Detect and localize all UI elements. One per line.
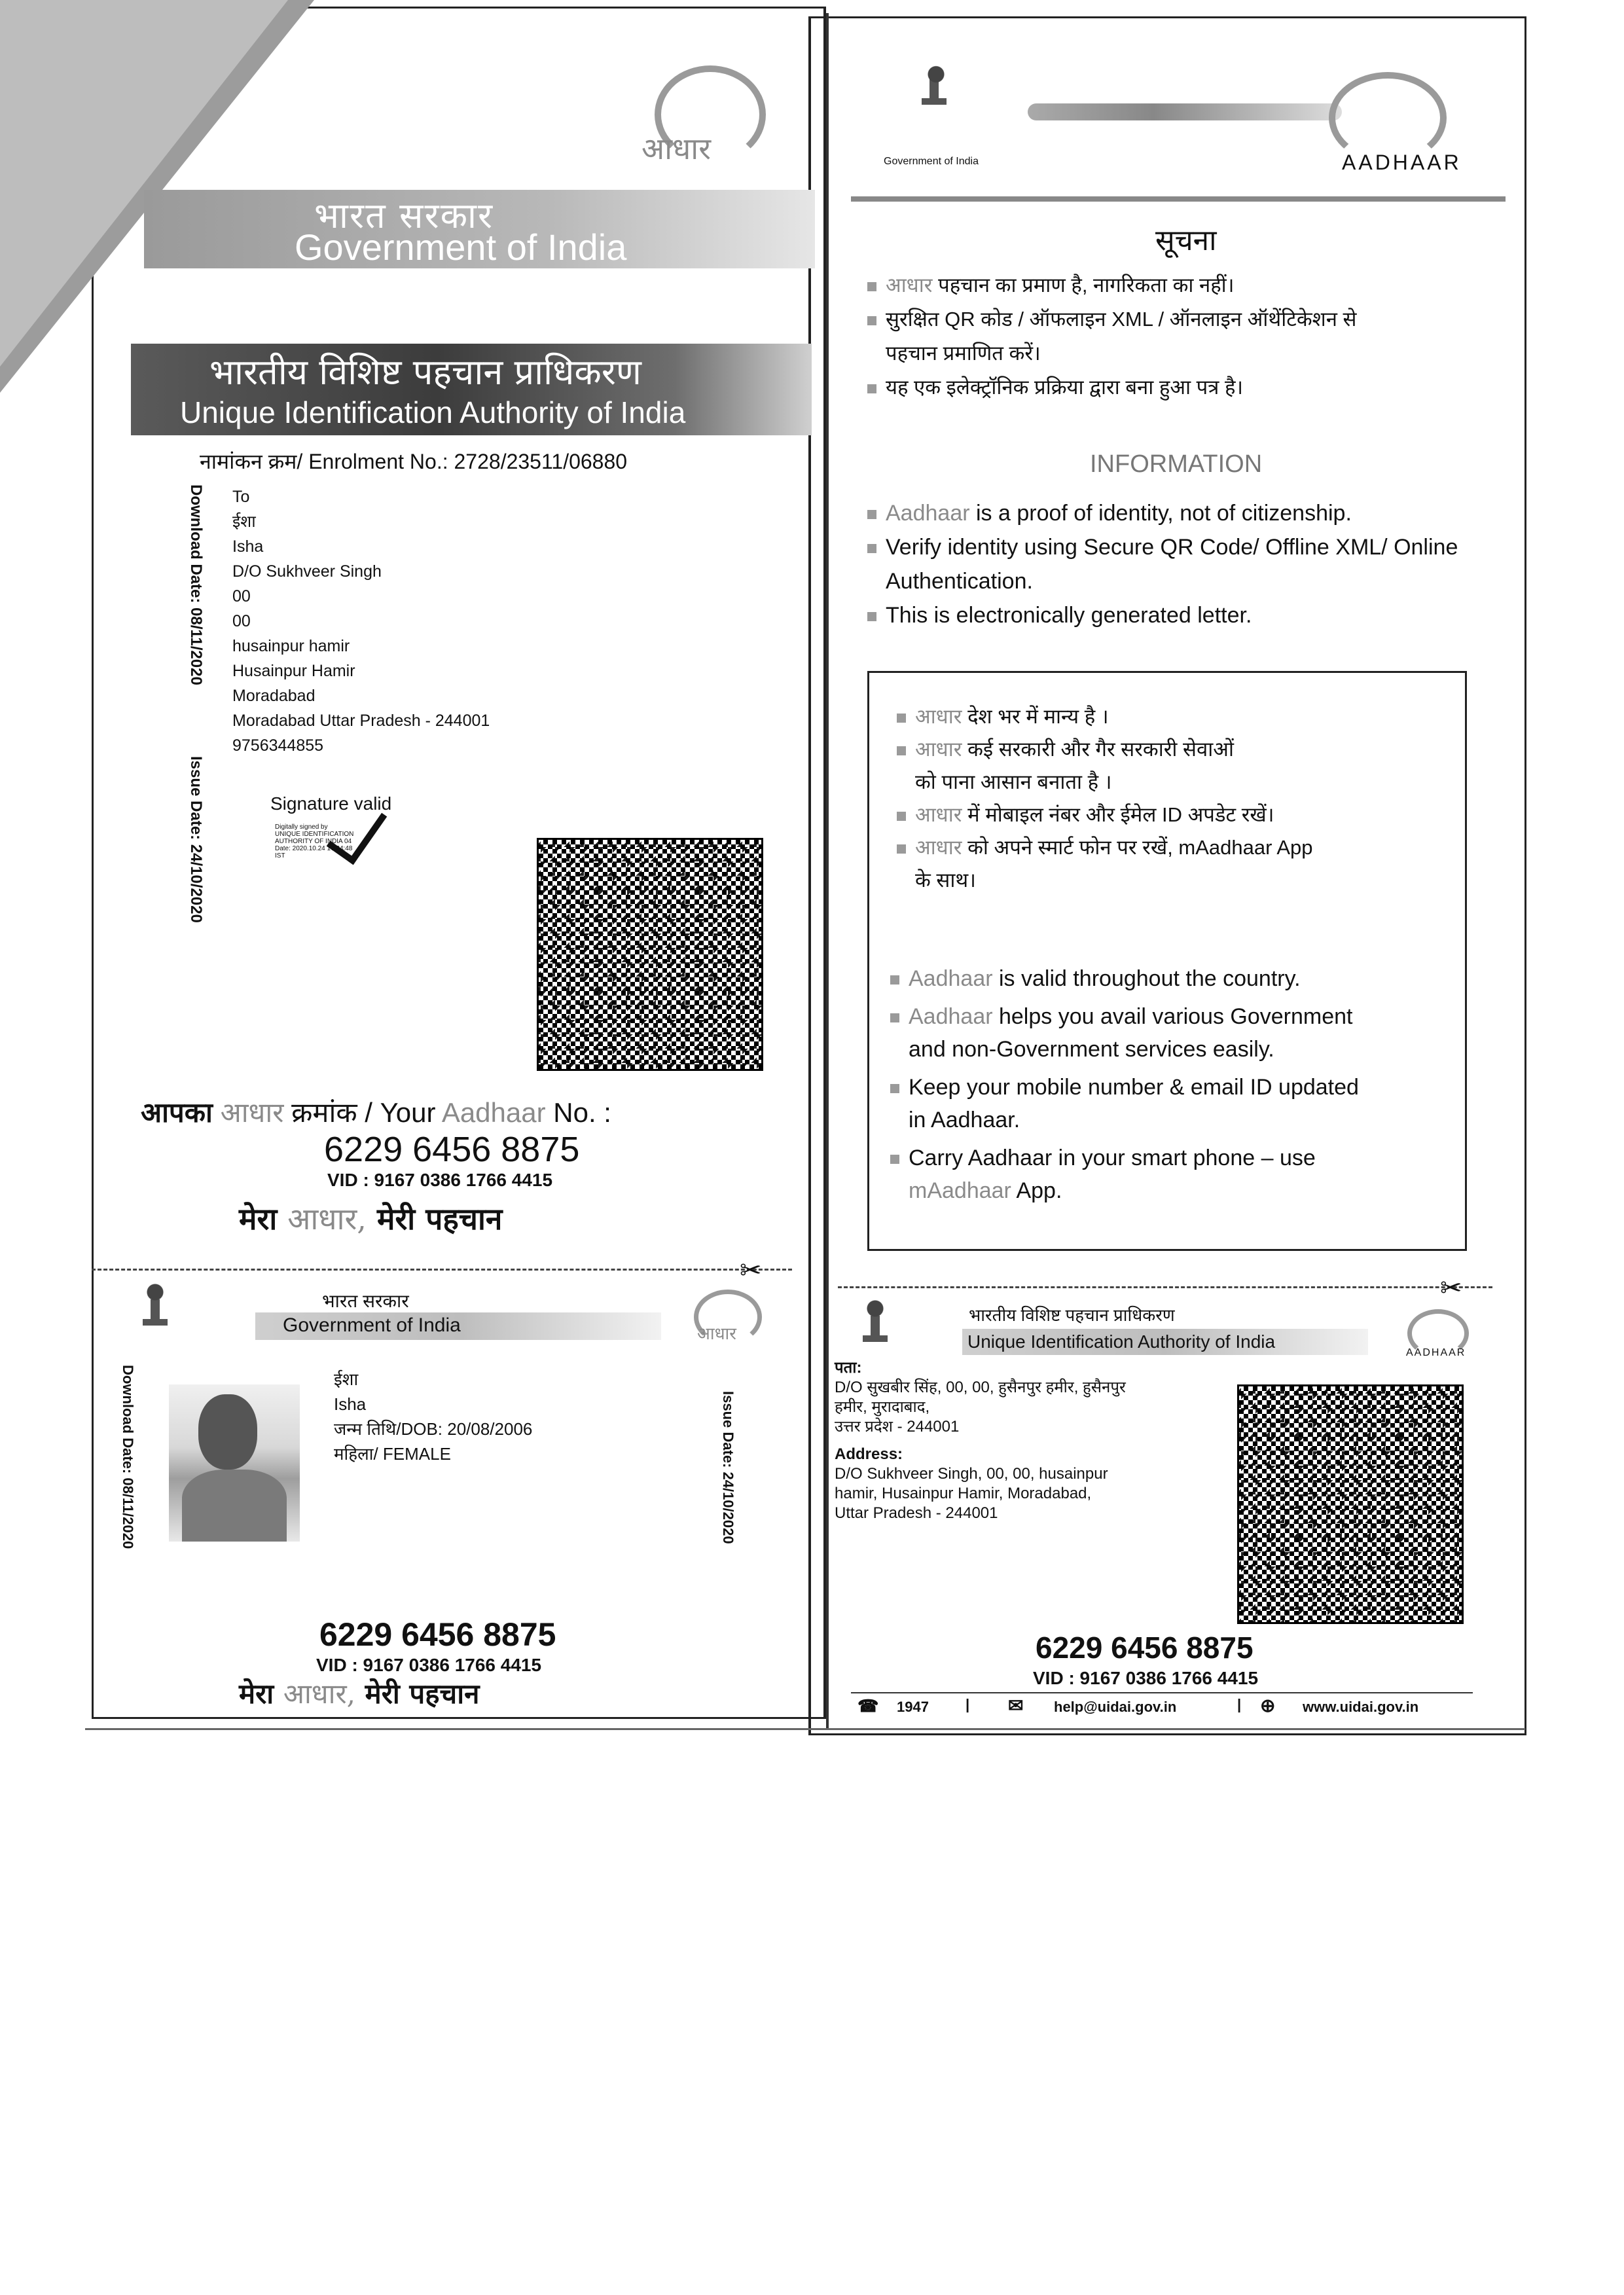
address-line: 00 [232,587,251,605]
bullet-icon [867,612,876,621]
globe-icon: ⊕ [1260,1695,1276,1716]
back-aadhaar-logo-icon [1329,72,1447,164]
info-text: This is electronically generated letter. [886,603,1252,628]
box-gray: आधार [915,738,962,761]
card-aadhaar-logo-text: आधार [697,1324,736,1343]
notice-text: पहचान का प्रमाण है, नागरिकता का नहीं। [932,274,1235,297]
box-text: App. [1011,1178,1062,1203]
card-slogan-pre: मेरा [239,1678,274,1710]
sign-line: UNIQUE IDENTIFICATION [275,831,354,838]
address-line: 00 [232,612,251,630]
address-line-english: Uttar Pradesh - 244001 [835,1504,998,1522]
box-text: is valid throughout the country. [992,966,1301,991]
address-label-english: Address: [835,1445,903,1463]
info-title: INFORMATION [1090,450,1263,478]
info-gray: Aadhaar [886,501,970,526]
box-text: में मोबाइल नंबर और ईमेल ID अपडेट रखें। [962,803,1274,826]
enrolment-number: नामांकन क्रम/ Enrolment No.: 2728/23511/06880 [200,450,628,473]
bullet-icon [890,975,899,985]
card-gov-english: Government of India [283,1314,461,1336]
bullet-icon [897,844,906,854]
bullet-icon [867,316,876,325]
holder-name: Isha [334,1394,367,1414]
sign-line: Date: 2020.10.24 17:24:48 [275,845,353,852]
issue-date: Issue Date: 24/10/2020 [187,756,205,923]
box-gray: आधार [915,803,962,826]
card-vid-number: VID : 9167 0386 1766 4415 [316,1655,542,1675]
address-line-hindi: D/O सुखबीर सिंह, 00, 00, हुसैनपुर हमीर, हुसैनपुर [835,1379,1126,1396]
your-aadhaar-pre: आपका [141,1097,213,1128]
card-back-footer [851,1692,1473,1716]
vid-number: VID : 9167 0386 1766 4415 [327,1170,553,1190]
web-link[interactable]: www.uidai.gov.in [1303,1699,1419,1715]
your-aadhaar-hindi: आधार [220,1097,284,1128]
box-en-item [890,1033,1359,1066]
back-gov-caption: Government of India [884,156,979,167]
uidai-english: Unique Identification Authority of India [180,395,686,429]
photo-shoulders [182,1470,287,1542]
info-item [867,564,1458,598]
bullet-icon [897,746,906,755]
digital-signature-details [275,823,353,859]
box-gray: mAadhaar [909,1178,1011,1203]
card-uidai-hindi: भारतीय विशिष्ट पहचान प्राधिकरण [969,1305,1175,1325]
info-item [867,496,1458,530]
bullet-icon [867,544,876,553]
bullet-icon [890,1013,899,1022]
box-en-item [890,1174,1359,1207]
bullet-icon [890,1084,899,1093]
box-text: कई सरकारी और गैर सरकारी सेवाओं [962,738,1234,761]
info-item [867,530,1458,564]
notice-item [867,336,1357,370]
cut-line-right [838,1286,1492,1288]
signature-valid: Signature valid [270,793,392,814]
card-back-vid: VID : 9167 0386 1766 4415 [1033,1668,1259,1688]
center-divider [826,13,829,1728]
phone-number: 1947 [897,1699,929,1715]
info-box-hindi [897,700,1313,897]
sign-line: Digitally signed by [275,823,328,831]
holder-gender: महिला/ FEMALE [334,1444,451,1464]
info-text: Authentication. [886,569,1033,594]
slogan-post: मेरी पहचान [376,1201,503,1237]
card-slogan [239,1674,479,1712]
gov-english: Government of India [295,226,627,268]
notice-text: पहचान प्रमाणित करें। [886,342,1041,365]
notice-item [867,302,1357,336]
gov-hindi: भारत सरकार [314,195,494,236]
your-aadhaar-label [141,1093,611,1130]
back-emblem-icon [916,56,956,118]
notice-text: यह एक इलेक्ट्रॉनिक प्रक्रिया द्वारा बना हुआ पत्र है। [886,376,1244,399]
card-uidai-english: Unique Identification Authority of India [967,1331,1276,1352]
box-text: को अपने स्मार्ट फोन पर रखें, mAadhaar App [962,836,1313,859]
phone-icon: ☎ [857,1696,879,1716]
address-line: D/O Sukhveer Singh [232,562,382,581]
aadhaar-number: 6229 6456 8875 [324,1130,580,1169]
front-qr-code [537,838,763,1071]
notice-item [867,370,1357,405]
scissors-icon: ✂ [740,1256,762,1285]
your-aadhaar-post: क्रमांक / Your [291,1097,436,1128]
card-aadhaar-number: 6229 6456 8875 [319,1616,556,1653]
card-back-aadhaar-number: 6229 6456 8875 [1036,1631,1254,1665]
bullet-icon [867,384,876,393]
box-gray: Aadhaar [909,966,993,991]
holder-photo [169,1384,300,1542]
aadhaar-logo-text: आधार [641,131,712,166]
box-text: देश भर में मान्य है । [962,705,1109,728]
slogan-pre: मेरा [239,1201,278,1237]
address-line: husainpur hamir [232,637,350,655]
uidai-band [131,344,812,435]
back-header-smudge [1028,103,1342,120]
back-header-rule [851,196,1506,202]
box-text: and non-Government services easily. [909,1037,1274,1062]
box-hi-item [897,766,1313,799]
info-list [867,496,1458,632]
card-back-address [835,1358,1126,1523]
notice-item [867,268,1357,302]
box-en-item [890,962,1359,995]
address-line-english: hamir, Husainpur Hamir, Moradabad, [835,1485,1092,1502]
box-text: को पाना आसान बनाता है । [915,770,1112,793]
address-line: ईशा [232,513,256,531]
your-aadhaar-en: Aadhaar [441,1097,546,1128]
address-line: Isha [232,537,264,556]
box-hi-item [897,864,1313,897]
address-line: Husainpur Hamir [232,662,355,680]
box-gray: Aadhaar [909,1004,993,1029]
address-line: Moradabad [232,687,316,705]
box-hi-item [897,733,1313,766]
bullet-icon [897,812,906,821]
box-text: Keep your mobile number & email ID updated [909,1075,1359,1100]
cut-line-left [92,1269,792,1271]
address-line-hindi: उत्तर प्रदेश - 244001 [835,1418,960,1436]
box-hi-item [897,799,1313,831]
box-text: के साथ। [915,869,976,892]
card-gov-hindi: भारत सरकार [322,1291,409,1311]
address-line: To [232,488,250,506]
email-link[interactable]: help@uidai.gov.in [1054,1699,1177,1715]
card-issue-date: Issue Date: 24/10/2020 [720,1391,736,1544]
bullet-icon [897,714,906,723]
photo-face [198,1394,257,1470]
box-text: in Aadhaar. [909,1108,1020,1132]
download-date: Download Date: 08/11/2020 [187,484,205,685]
info-text: Verify identity using Secure QR Code/ Offline XML/ Online [886,535,1458,560]
box-gray: आधार [915,836,962,859]
email-icon: ✉ [1008,1695,1024,1716]
address-line-hindi: हमीर, मुरादाबाद, [835,1398,930,1416]
holder-details [334,1367,532,1466]
sign-line: AUTHORITY OF INDIA 04 [275,838,352,845]
notice-title: सूचना [1155,225,1217,257]
box-en-item [890,1104,1359,1136]
slogan [239,1198,502,1238]
box-en-item [890,1071,1359,1104]
box-en-item [890,1142,1359,1174]
notice-list [867,268,1357,405]
address-line: Moradabad Uttar Pradesh - 244001 [232,712,490,730]
sign-line: IST [275,852,285,859]
emblem-icon [137,1276,173,1329]
box-hi-item [897,700,1313,733]
notice-text: सुरक्षित QR कोड / ऑफलाइन XML / ऑनलाइन ऑथेंटिकेशन से [886,308,1357,331]
box-gray: आधार [915,705,962,728]
address-line-english: D/O Sukhveer Singh, 00, 00, husainpur [835,1465,1108,1483]
footer-sep: | [965,1696,970,1712]
bullet-icon [867,282,876,291]
card-back-logo-text: AADHAAR [1406,1347,1466,1358]
box-hi-item [897,831,1313,864]
card-slogan-post: मेरी पहचान [365,1678,480,1710]
sheet-bottom-edge [85,1728,1525,1730]
info-box-english [890,962,1359,1207]
card-back-qr-code [1237,1384,1464,1624]
bullet-icon [867,510,876,519]
bullet-icon [890,1155,899,1164]
card-back-emblem-icon [857,1293,893,1345]
notice-gray: आधार [886,274,933,297]
holder-dob: जन्म तिथि/DOB: 20/08/2006 [334,1419,533,1439]
uidai-hindi: भारतीय विशिष्ट पहचान प्राधिकरण [209,352,641,393]
address-line: 9756344855 [232,736,324,755]
recipient-address [232,484,490,758]
government-band [144,190,815,268]
scissors-icon-right: ✂ [1440,1274,1462,1303]
info-text: is a proof of identity, not of citizenship. [969,501,1352,526]
slogan-hindi: आधार, [287,1201,367,1237]
info-item [867,598,1458,632]
folded-corner-shade [0,0,288,367]
box-en-item [890,1000,1359,1033]
card-download-date: Download Date: 08/11/2020 [120,1365,136,1549]
card-slogan-hindi: आधार, [283,1678,355,1710]
holder-name-hindi: ईशा [334,1369,359,1389]
box-text: helps you avail various Government [992,1004,1353,1029]
your-aadhaar-no: No. : [553,1097,611,1128]
address-label-hindi: पता: [835,1359,862,1377]
back-aadhaar-logo-text: AADHAAR [1342,151,1462,174]
box-text: Carry Aadhaar in your smart phone – use [909,1146,1316,1170]
footer-sep: | [1237,1696,1242,1712]
